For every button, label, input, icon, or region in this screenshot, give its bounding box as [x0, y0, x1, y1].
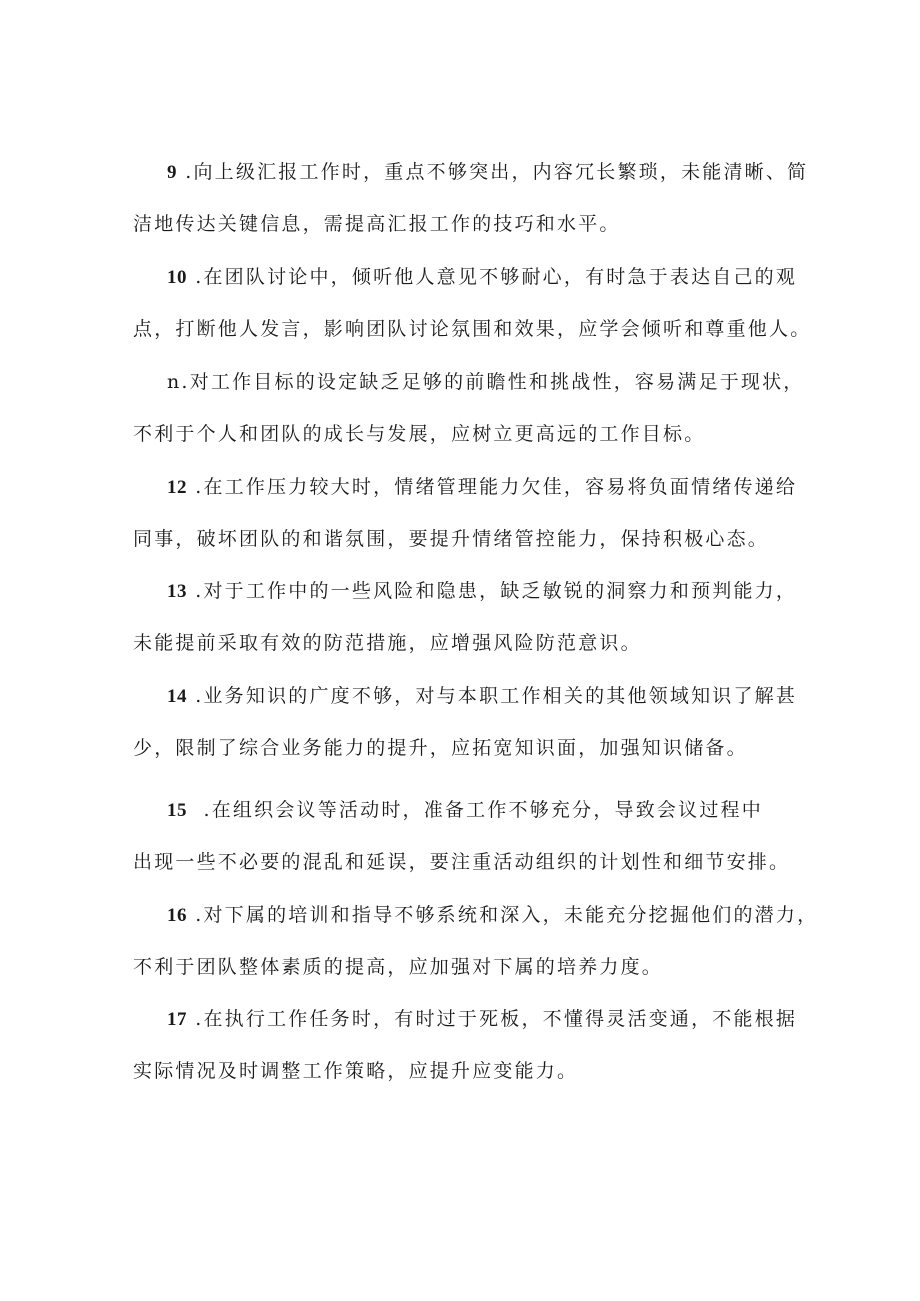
item-text: .在组织会议等活动时，准备工作不够充分，导致会议过程中: [187, 799, 763, 821]
list-item: [133, 146, 809, 250]
paragraph-line: [133, 146, 809, 198]
list-item: [133, 461, 803, 565]
paragraph-line: 未能提前采取有效的防范措施，应增强风险防范意识。: [133, 632, 642, 654]
paragraph-line: 不利于个人和团队的成长与发展，应树立更高远的工作目标。: [133, 423, 706, 445]
item-text: 对工作目标的设定缺乏足够的前瞻性和挑战性，容易满足于现状，: [189, 371, 805, 393]
paragraph-line: [133, 784, 803, 836]
list-item: [133, 565, 803, 669]
item-text: .业务知识的广度不够，对与本职工作相关的其他领域知识了解甚: [187, 685, 798, 707]
item-number: 13: [167, 581, 187, 602]
paragraph-line: [133, 993, 803, 1045]
paragraph-line: [133, 251, 803, 303]
list-item: [133, 889, 819, 993]
item-text: .向上级汇报工作时，重点不够突出，内容冗长繁琐，未能清晰、简: [177, 161, 809, 183]
item-number: 17: [167, 1009, 187, 1030]
paragraph-line: [133, 356, 803, 408]
item-number: n.: [167, 371, 190, 393]
item-number: 16: [167, 905, 187, 926]
item-number: 9: [167, 162, 177, 183]
paragraph-line: 实际情况及时调整工作策略，应提升应变能力。: [133, 1060, 579, 1082]
list-item: [133, 356, 803, 460]
paragraph-line: [133, 461, 803, 513]
paragraph-line: 少，限制了综合业务能力的提升，应拓宽知识面，加强知识储备。: [133, 737, 748, 759]
item-text: .对于工作中的一些风险和隐患，缺乏敏锐的洞察力和预判能力，: [187, 580, 798, 602]
paragraph-line: [133, 565, 803, 617]
paragraph-line: 不利于团队整体素质的提高，应加强对下属的培养力度。: [133, 956, 664, 978]
paragraph-line: 同事，破坏团队的和谐氛围，要提升情绪管控能力，保持积极心态。: [133, 528, 770, 550]
item-text: .对下属的培训和指导不够系统和深入，未能充分挖掘他们的潜力，: [187, 904, 819, 926]
list-item: [133, 784, 803, 888]
item-number: 10: [167, 267, 187, 288]
item-number: 12: [167, 477, 187, 498]
item-number: 14: [167, 686, 187, 707]
item-text: .在工作压力较大时，情绪管理能力欠佳，容易将负面情绪传递给: [187, 476, 798, 498]
list-item: [133, 251, 812, 355]
list-item: [133, 670, 803, 774]
paragraph-line: [133, 670, 803, 722]
list-item: [133, 993, 803, 1097]
paragraph-line: [133, 889, 819, 941]
item-text: .在团队讨论中，倾听他人意见不够耐心，有时急于表达自己的观: [187, 266, 798, 288]
paragraph-line: 出现一些不必要的混乱和延误，要注重活动组织的计划性和细节安排。: [133, 851, 791, 873]
paragraph-line: 点，打断他人发言，影响团队讨论氛围和效果，应学会倾听和尊重他人。: [133, 318, 812, 340]
item-number: 15: [167, 800, 187, 821]
paragraph-line: 洁地传达关键信息，需提高汇报工作的技巧和水平。: [133, 213, 621, 235]
item-text: .在执行工作任务时，有时过于死板，不懂得灵活变通，不能根据: [187, 1008, 798, 1030]
